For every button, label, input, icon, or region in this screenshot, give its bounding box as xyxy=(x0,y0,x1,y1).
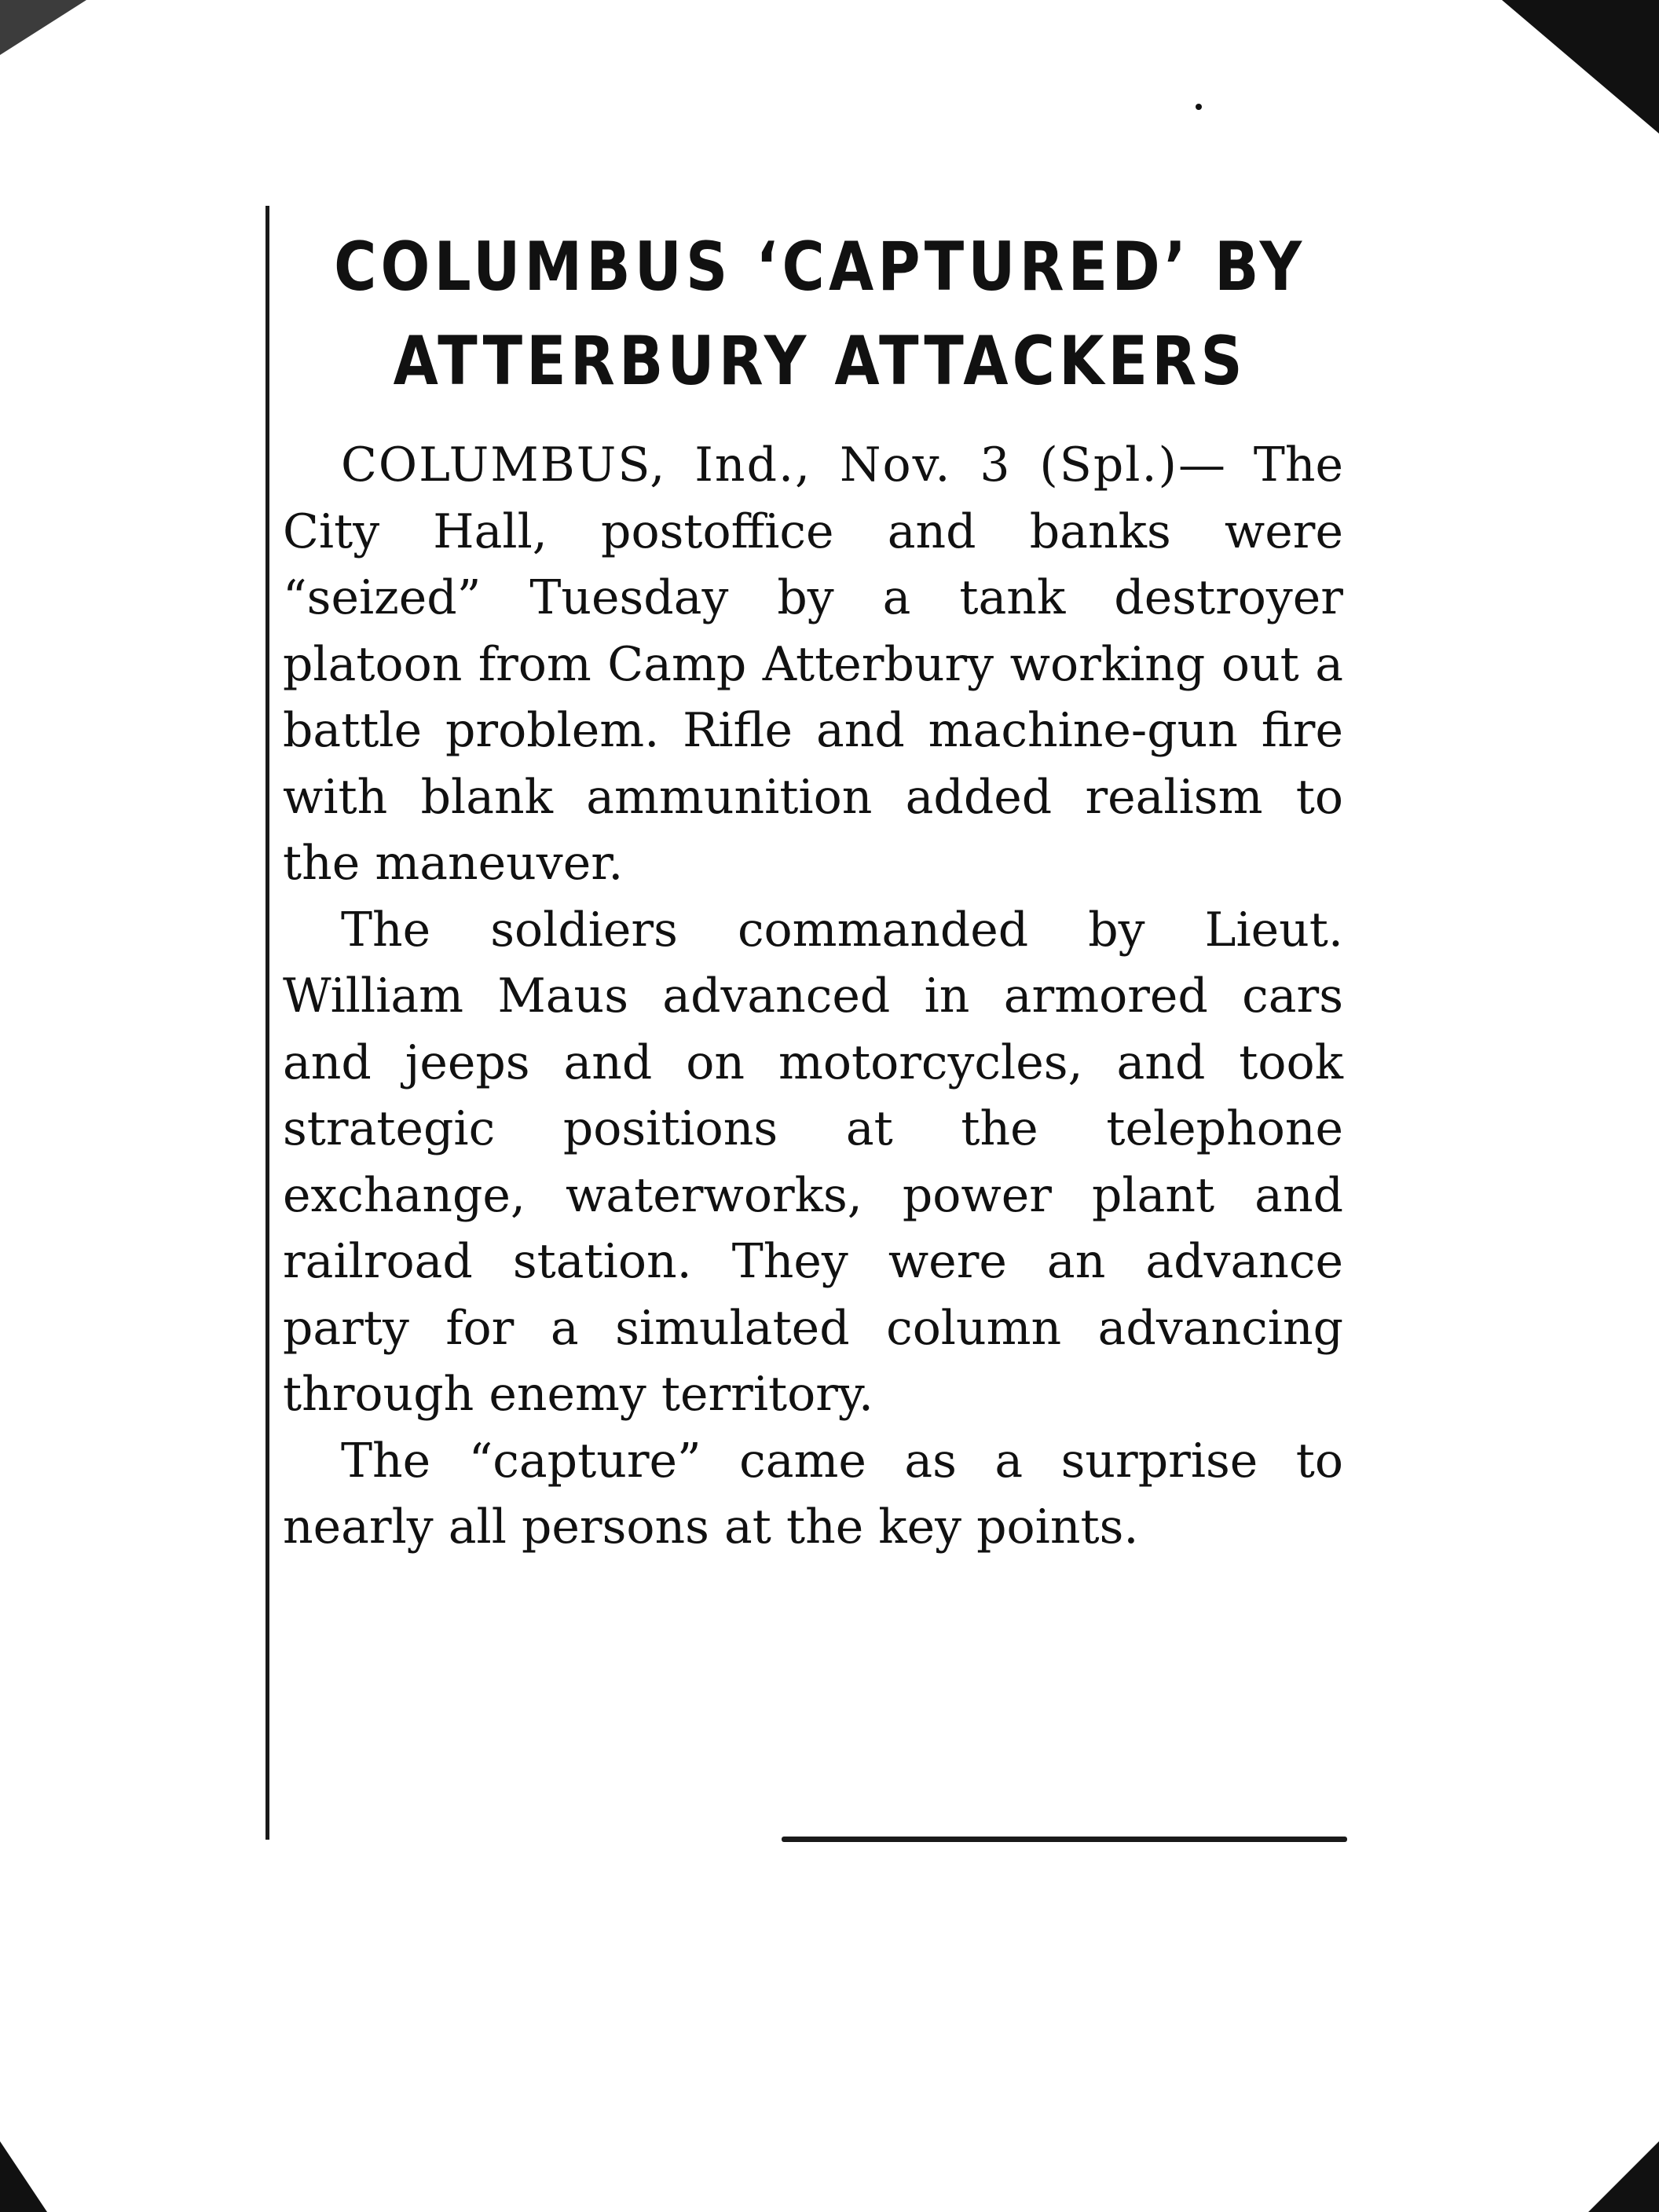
headline-line-1: COLUMBUS ‘CAPTURED’ BY xyxy=(334,228,1306,306)
dateline: COLUMBUS, Ind., Nov. 3 (Spl.)— xyxy=(341,438,1227,493)
paragraph-3: The “capture” came as a surprise to nearly all persons at the key points. xyxy=(283,1433,1343,1555)
dust-speck xyxy=(1196,104,1202,110)
scan-edge-bottom-right xyxy=(1588,2141,1659,2212)
column-rule xyxy=(266,206,269,1840)
scan-edge-top-left xyxy=(0,0,86,55)
newspaper-clipping xyxy=(283,220,1359,1561)
paragraph-1-text: The City Hall, postoffice and banks were “seized” Tuesday by a tank destroyer platoon from Camp Atterbury working out a battle problem. Rifle and machine-gun fire with blank ammunition added realism to the maneuver. xyxy=(283,438,1344,891)
end-rule xyxy=(782,1837,1347,1842)
headline xyxy=(283,220,1357,408)
scan-edge-top-right xyxy=(1502,0,1659,134)
paragraph-1 xyxy=(283,432,1343,897)
scan-edge-bottom-left xyxy=(0,2141,47,2212)
headline-line-2: ATTERBURY ATTACKERS xyxy=(393,322,1247,401)
paragraph-2: The soldiers commanded by Lieut. William Maus advanced in armored cars and jeeps and on motorcycles, and took strategic positions at the telephone exchange, waterworks, power plant and railroad station. They were an advance party for a simulated column advancing through enemy territory. xyxy=(283,902,1343,1422)
article-body xyxy=(283,432,1343,1561)
